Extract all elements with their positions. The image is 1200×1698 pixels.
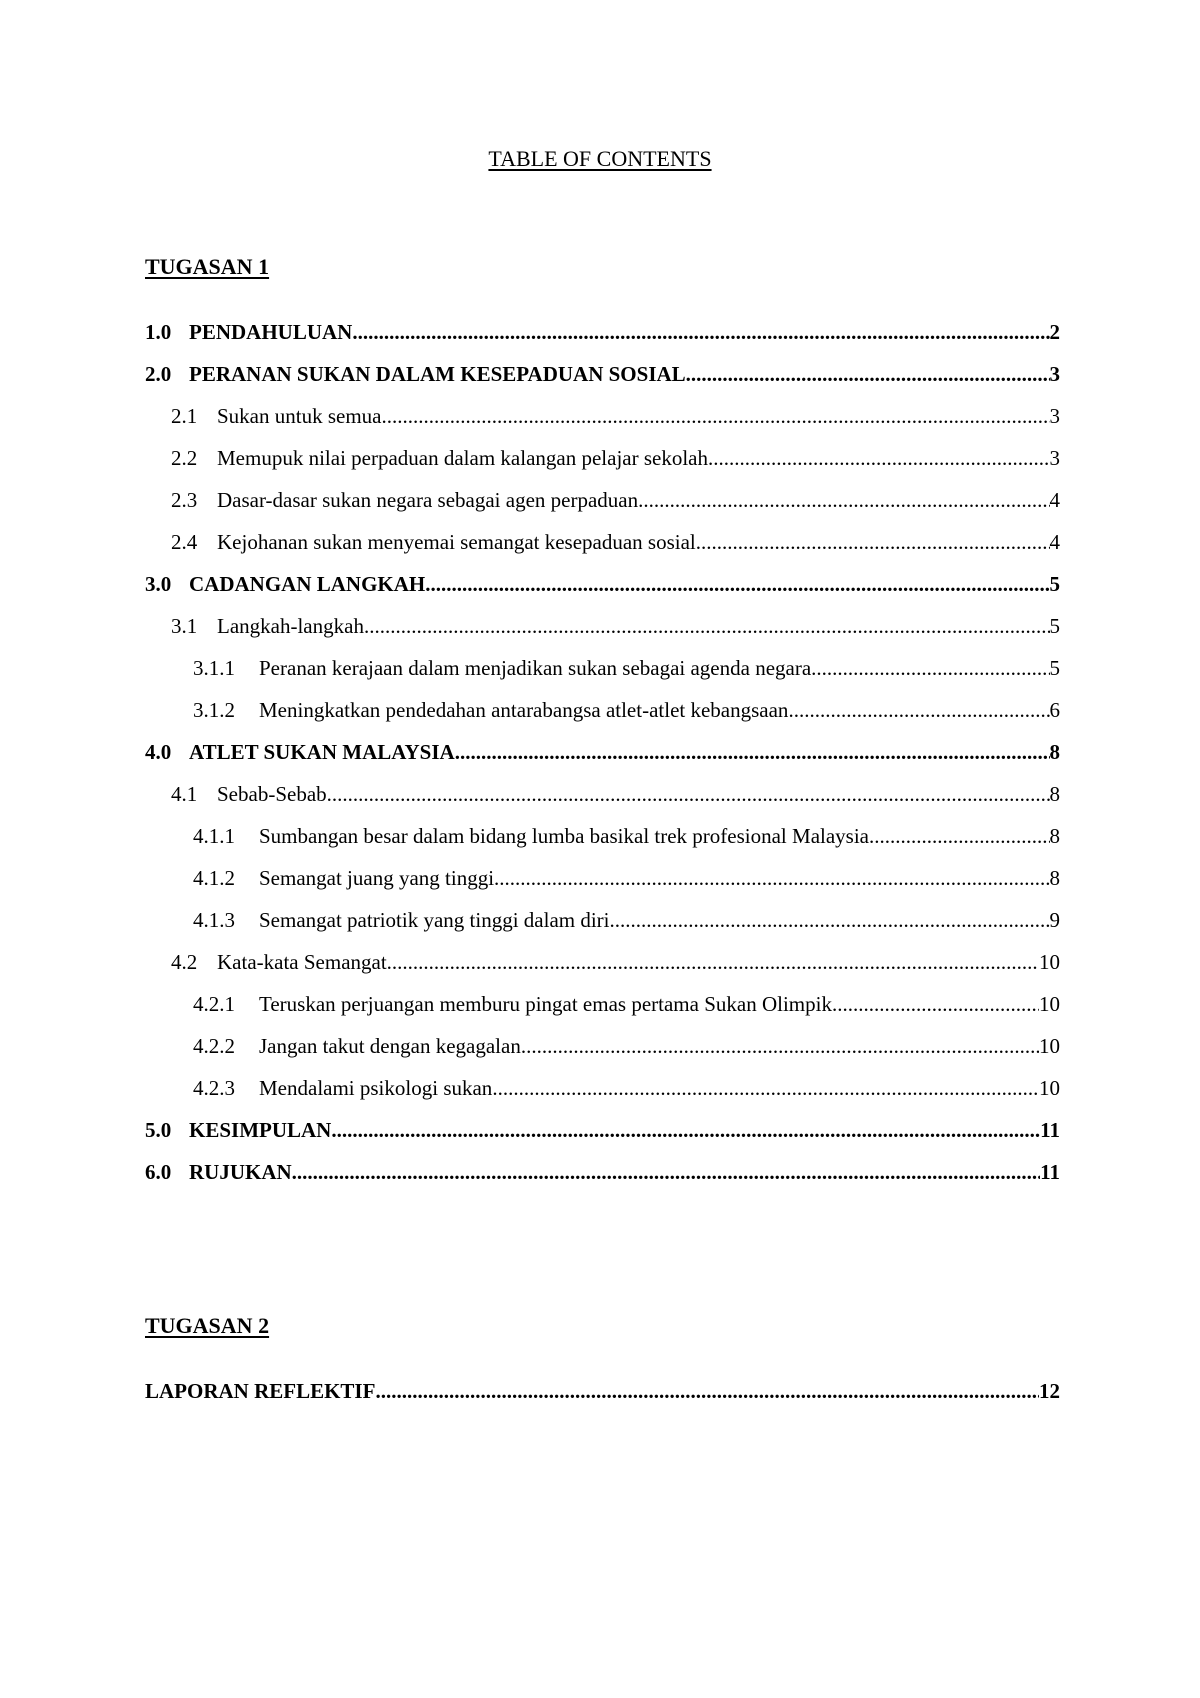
toc-dot-leader xyxy=(327,773,1050,815)
toc-entry-6-0[interactable] xyxy=(145,1151,1060,1193)
toc-entry-page: 5 xyxy=(1049,656,1060,680)
toc-entry-title: ATLET SUKAN MALAYSIA xyxy=(189,740,455,764)
toc-entry-title: Mendalami psikologi sukan xyxy=(259,1076,493,1100)
toc-entry-title: Sukan untuk semua xyxy=(217,404,382,428)
toc-entry-page: 8 xyxy=(1049,866,1060,890)
toc-entry-title: Semangat juang yang tinggi xyxy=(259,866,495,890)
toc-entry-number: 4.2 xyxy=(171,950,198,974)
toc-entry-page: 8 xyxy=(1049,782,1060,806)
toc-entry-page: 5 xyxy=(1049,572,1060,596)
toc-dot-leader xyxy=(869,815,1050,857)
toc-entry-number: 4.2.2 xyxy=(193,1034,235,1058)
toc-entry-page: 5 xyxy=(1049,614,1060,638)
toc-entry-2-1[interactable] xyxy=(145,395,1060,437)
toc-dot-leader xyxy=(686,353,1050,395)
toc-entry-page: 9 xyxy=(1049,908,1060,932)
section-heading-tugasan-2: TUGASAN 2 xyxy=(145,1313,270,1338)
toc-entry-title: PENDAHULUAN xyxy=(189,320,353,344)
toc-entry-title: Kejohanan sukan menyemai semangat kesepaduan sosial xyxy=(217,530,696,554)
toc-entry-page: 10 xyxy=(1039,1076,1060,1100)
toc-entry-number: 1.0 xyxy=(145,320,172,344)
toc-entry-number: 4.0 xyxy=(145,740,172,764)
toc-entry-number: 4.2.3 xyxy=(193,1076,235,1100)
toc-entry-title: Dasar-dasar sukan negara sebagai agen perpaduan xyxy=(217,488,639,512)
toc-list-tugasan-2 xyxy=(145,1370,1060,1412)
toc-entry-number: 2.2 xyxy=(171,446,198,470)
toc-entry-title: PERANAN SUKAN DALAM KESEPADUAN SOSIAL xyxy=(189,362,686,386)
toc-dot-leader xyxy=(832,983,1039,1025)
toc-entry-page: 4 xyxy=(1049,488,1060,512)
toc-entry-title: Peranan kerajaan dalam menjadikan sukan sebagai agenda negara xyxy=(259,656,812,680)
toc-entry-3-1-2[interactable] xyxy=(145,689,1060,731)
toc-entry-number: 4.1.2 xyxy=(193,866,235,890)
toc-entry-2-3[interactable] xyxy=(145,479,1060,521)
toc-entry-number: 3.0 xyxy=(145,572,172,596)
toc-entry-title: Meningkatkan pendedahan antarabangsa atlet-atlet kebangsaan xyxy=(259,698,789,722)
toc-entry-title: Sumbangan besar dalam bidang lumba basikal trek profesional Malaysia xyxy=(259,824,869,848)
toc-entry-4-2-3[interactable] xyxy=(145,1067,1060,1109)
toc-entry-title: LAPORAN REFLEKTIF xyxy=(145,1379,376,1403)
toc-entry-number: 4.1.3 xyxy=(193,908,235,932)
toc-dot-leader xyxy=(708,437,1050,479)
toc-entry-title: Semangat patriotik yang tinggi dalam diri xyxy=(259,908,610,932)
toc-dot-leader xyxy=(387,941,1039,983)
toc-entry-2-4[interactable] xyxy=(145,521,1060,563)
toc-entry-4-0[interactable] xyxy=(145,731,1060,773)
toc-entry-number: 4.1.1 xyxy=(193,824,235,848)
toc-entry-number: 6.0 xyxy=(145,1160,172,1184)
toc-entry-page: 4 xyxy=(1049,530,1060,554)
toc-entry-number: 3.1.2 xyxy=(193,698,235,722)
toc-entry-4-2[interactable] xyxy=(145,941,1060,983)
toc-entry-title: Langkah-langkah xyxy=(217,614,364,638)
toc-entry-page: 2 xyxy=(1049,320,1060,344)
toc-entry-number: 2.4 xyxy=(171,530,198,554)
toc-dot-leader xyxy=(375,1370,1039,1412)
toc-dot-leader xyxy=(494,857,1049,899)
toc-entry-page: 10 xyxy=(1039,992,1060,1016)
toc-entry-laporan-reflektif[interactable] xyxy=(145,1370,1060,1412)
toc-dot-leader xyxy=(811,647,1049,689)
toc-entry-number: 2.3 xyxy=(171,488,198,512)
toc-dot-leader xyxy=(492,1067,1039,1109)
toc-entry-page: 6 xyxy=(1049,698,1060,722)
toc-entry-4-1[interactable] xyxy=(145,773,1060,815)
toc-entry-5-0[interactable] xyxy=(145,1109,1060,1151)
toc-entry-number: 2.0 xyxy=(145,362,172,386)
toc-entry-page: 8 xyxy=(1049,824,1060,848)
toc-entry-number: 4.2.1 xyxy=(193,992,235,1016)
toc-entry-title: KESIMPULAN xyxy=(189,1118,332,1142)
toc-entry-number: 3.1.1 xyxy=(193,656,235,680)
page-title: TABLE OF CONTENTS xyxy=(488,146,712,171)
toc-entry-page: 10 xyxy=(1039,950,1060,974)
toc-entry-3-1[interactable] xyxy=(145,605,1060,647)
toc-entry-page: 11 xyxy=(1040,1118,1060,1142)
toc-dot-leader xyxy=(381,395,1049,437)
toc-entry-page: 3 xyxy=(1049,446,1060,470)
toc-dot-leader xyxy=(425,563,1049,605)
toc-entry-title: Jangan takut dengan kegagalan xyxy=(259,1034,521,1058)
toc-entry-page: 3 xyxy=(1049,362,1060,386)
toc-entry-page: 8 xyxy=(1049,740,1060,764)
toc-entry-3-0[interactable] xyxy=(145,563,1060,605)
toc-entry-page: 3 xyxy=(1049,404,1060,428)
toc-dot-leader xyxy=(638,479,1049,521)
toc-entry-title: CADANGAN LANGKAH xyxy=(189,572,426,596)
toc-entry-title: RUJUKAN xyxy=(189,1160,292,1184)
toc-entry-title: Sebab-Sebab xyxy=(217,782,327,806)
toc-entry-2-0[interactable] xyxy=(145,353,1060,395)
toc-entry-4-2-1[interactable] xyxy=(145,983,1060,1025)
toc-entry-1-0[interactable] xyxy=(145,311,1060,353)
toc-entry-4-2-2[interactable] xyxy=(145,1025,1060,1067)
section-heading-tugasan-1: TUGASAN 1 xyxy=(145,254,270,279)
toc-dot-leader xyxy=(364,605,1050,647)
toc-entry-4-1-3[interactable] xyxy=(145,899,1060,941)
toc-entry-number: 3.1 xyxy=(171,614,198,638)
toc-entry-page: 10 xyxy=(1039,1034,1060,1058)
toc-entry-page: 12 xyxy=(1039,1379,1060,1403)
toc-entry-title: Memupuk nilai perpaduan dalam kalangan pelajar sekolah xyxy=(217,446,708,470)
toc-entry-title: Kata-kata Semangat xyxy=(217,950,387,974)
toc-dot-leader xyxy=(331,1109,1040,1151)
toc-entry-2-2[interactable] xyxy=(145,437,1060,479)
toc-entry-number: 2.1 xyxy=(171,404,198,428)
toc-entry-number: 4.1 xyxy=(171,782,198,806)
toc-dot-leader xyxy=(610,899,1050,941)
toc-entry-title: Teruskan perjuangan memburu pingat emas pertama Sukan Olimpik xyxy=(259,992,832,1016)
toc-entry-number: 5.0 xyxy=(145,1118,172,1142)
toc-dot-leader xyxy=(521,1025,1039,1067)
toc-dot-leader xyxy=(696,521,1050,563)
toc-dot-leader xyxy=(292,1151,1040,1193)
toc-entry-page: 11 xyxy=(1040,1160,1060,1184)
toc-entry-4-1-1[interactable] xyxy=(145,815,1060,857)
toc-dot-leader xyxy=(455,731,1050,773)
toc-entry-3-1-1[interactable] xyxy=(145,647,1060,689)
toc-dot-leader xyxy=(352,311,1049,353)
toc-entry-4-1-2[interactable] xyxy=(145,857,1060,899)
toc-dot-leader xyxy=(788,689,1049,731)
toc-list-tugasan-1 xyxy=(145,311,1060,1193)
